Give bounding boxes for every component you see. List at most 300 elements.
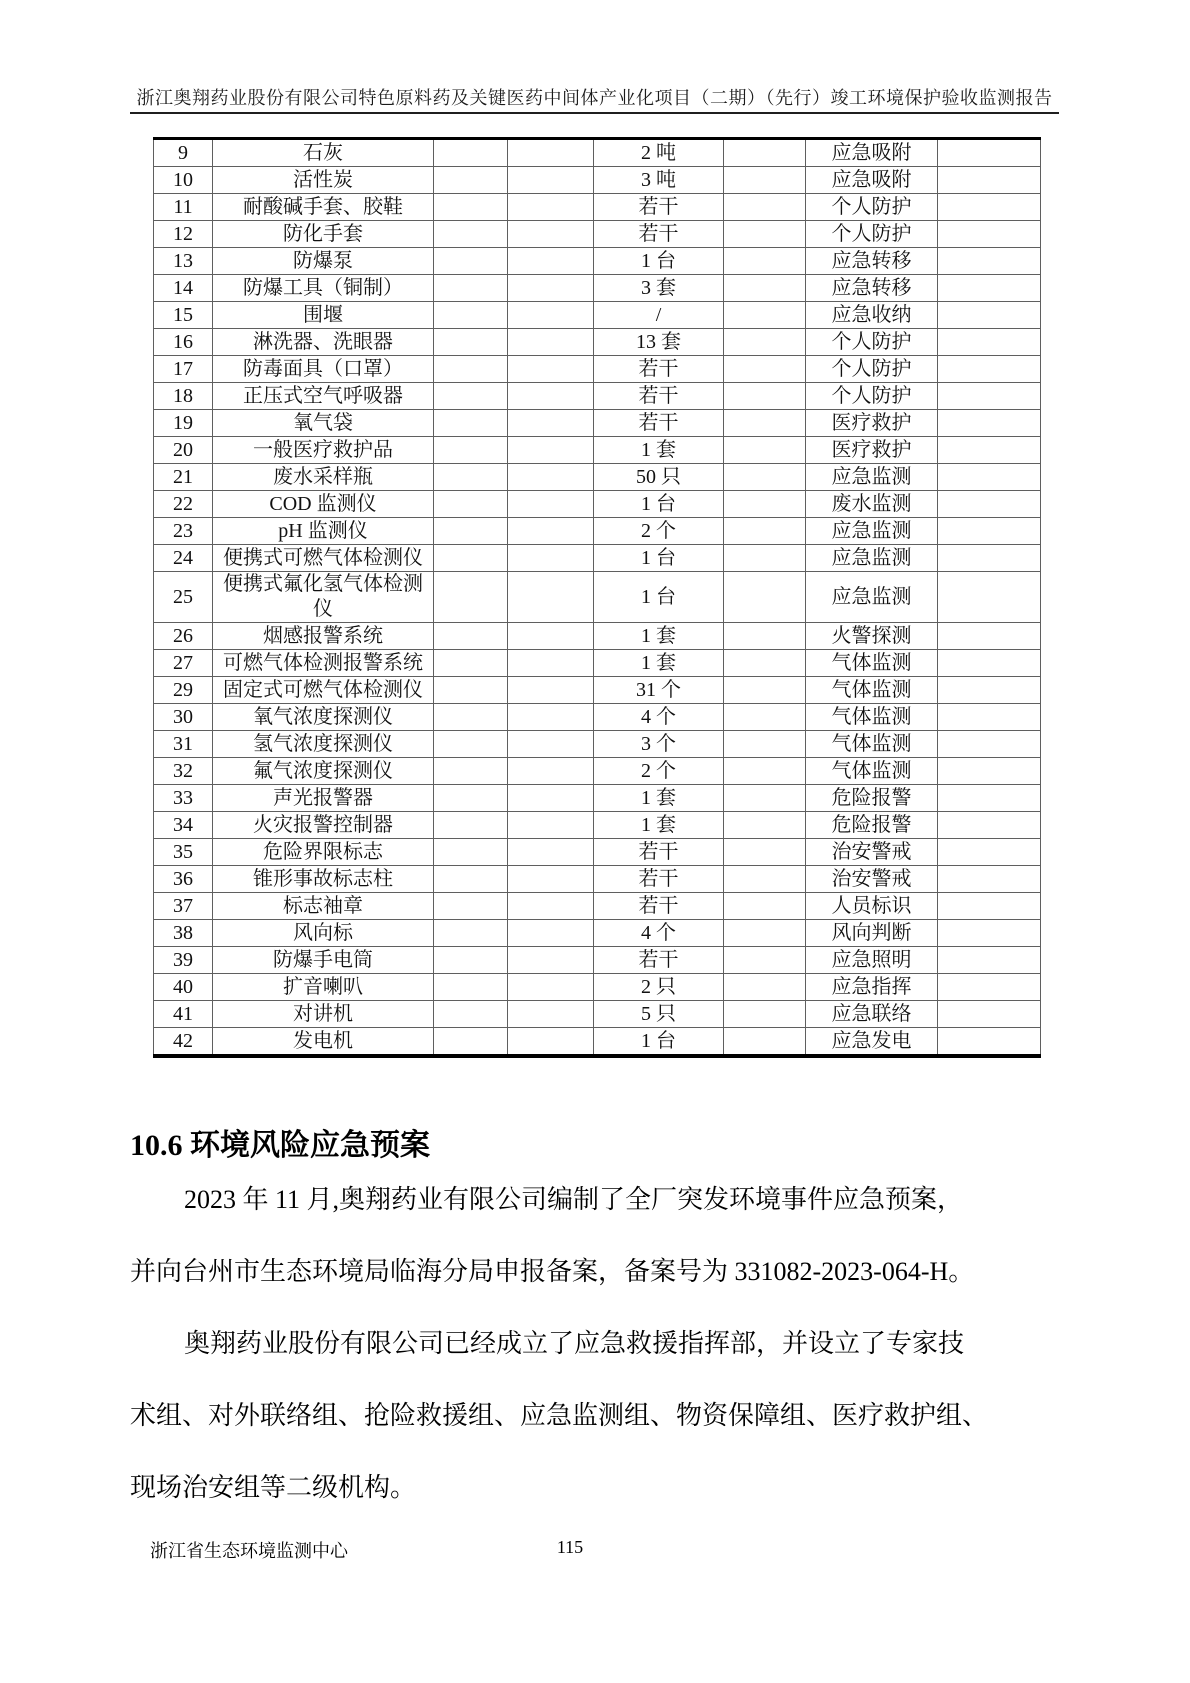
table-cell-purpose: 应急转移 bbox=[806, 248, 938, 275]
table-cell-qty: 1 套 bbox=[594, 812, 724, 839]
table-row bbox=[154, 974, 1041, 1001]
table-cell-c8 bbox=[938, 1028, 1041, 1057]
table-cell-c4 bbox=[508, 812, 594, 839]
table-cell-c8 bbox=[938, 920, 1041, 947]
table-row bbox=[154, 518, 1041, 545]
table-cell-qty: 3 套 bbox=[594, 275, 724, 302]
table-cell-purpose: 个人防护 bbox=[806, 221, 938, 248]
table-cell-c6 bbox=[724, 491, 806, 518]
table-cell-c4 bbox=[508, 974, 594, 1001]
table-row bbox=[154, 437, 1041, 464]
table-cell-c3 bbox=[434, 491, 508, 518]
table-cell-no: 26 bbox=[154, 623, 213, 650]
table-cell-qty: 2 吨 bbox=[594, 139, 724, 167]
table-cell-qty: 31 个 bbox=[594, 677, 724, 704]
table-cell-purpose: 风向判断 bbox=[806, 920, 938, 947]
table-cell-c4 bbox=[508, 302, 594, 329]
table-cell-name: 防爆泵 bbox=[213, 248, 434, 275]
table-cell-c4 bbox=[508, 410, 594, 437]
table-cell-c6 bbox=[724, 139, 806, 167]
table-row bbox=[154, 329, 1041, 356]
table-cell-c3 bbox=[434, 248, 508, 275]
table-cell-c4 bbox=[508, 518, 594, 545]
table-cell-no: 41 bbox=[154, 1001, 213, 1028]
table-cell-c3 bbox=[434, 866, 508, 893]
table-cell-qty: 3 个 bbox=[594, 731, 724, 758]
table-cell-c6 bbox=[724, 410, 806, 437]
equipment-table bbox=[153, 137, 1041, 1058]
table-cell-c3 bbox=[434, 518, 508, 545]
table-cell-c4 bbox=[508, 650, 594, 677]
paragraph-line: 术组、对外联络组、抢险救援组、应急监测组、物资保障组、医疗救护组、 bbox=[130, 1401, 989, 1430]
table-row bbox=[154, 812, 1041, 839]
table-cell-purpose: 气体监测 bbox=[806, 758, 938, 785]
table-cell-no: 23 bbox=[154, 518, 213, 545]
table-cell-qty: 50 只 bbox=[594, 464, 724, 491]
table-cell-name: 烟感报警系统 bbox=[213, 623, 434, 650]
table-cell-c4 bbox=[508, 785, 594, 812]
table-cell-qty: 13 套 bbox=[594, 329, 724, 356]
table-cell-c3 bbox=[434, 785, 508, 812]
table-row bbox=[154, 1001, 1041, 1028]
table-cell-purpose: 火警探测 bbox=[806, 623, 938, 650]
table-cell-c8 bbox=[938, 947, 1041, 974]
table-cell-purpose: 应急转移 bbox=[806, 275, 938, 302]
table-cell-c6 bbox=[724, 704, 806, 731]
table-row bbox=[154, 248, 1041, 275]
table-cell-c3 bbox=[434, 194, 508, 221]
table-cell-qty: 若干 bbox=[594, 356, 724, 383]
table-cell-qty: 若干 bbox=[594, 383, 724, 410]
table-cell-c3 bbox=[434, 356, 508, 383]
table-cell-c3 bbox=[434, 275, 508, 302]
table-cell-qty: 若干 bbox=[594, 221, 724, 248]
table-cell-c3 bbox=[434, 893, 508, 920]
table-cell-c8 bbox=[938, 139, 1041, 167]
table-cell-name: 声光报警器 bbox=[213, 785, 434, 812]
table-cell-purpose: 气体监测 bbox=[806, 731, 938, 758]
table-cell-name: pH 监测仪 bbox=[213, 518, 434, 545]
table-row bbox=[154, 464, 1041, 491]
footer-organization: 浙江省生态环境监测中心 bbox=[150, 1541, 348, 1561]
table-cell-c3 bbox=[434, 302, 508, 329]
table-cell-c3 bbox=[434, 650, 508, 677]
table-cell-c8 bbox=[938, 545, 1041, 572]
table-cell-c4 bbox=[508, 221, 594, 248]
table-cell-no: 27 bbox=[154, 650, 213, 677]
table-cell-c6 bbox=[724, 758, 806, 785]
table-cell-c6 bbox=[724, 545, 806, 572]
table-cell-c4 bbox=[508, 839, 594, 866]
table-cell-qty: 1 套 bbox=[594, 623, 724, 650]
table-cell-no: 25 bbox=[154, 572, 213, 623]
paragraph-line: 并向台州市生态环境局临海分局申报备案，备案号为 331082-2023-064-H。 bbox=[130, 1257, 975, 1286]
table-row bbox=[154, 221, 1041, 248]
table-cell-no: 38 bbox=[154, 920, 213, 947]
table-cell-c4 bbox=[508, 893, 594, 920]
table-cell-no: 40 bbox=[154, 974, 213, 1001]
table-cell-purpose: 医疗救护 bbox=[806, 437, 938, 464]
table-cell-c8 bbox=[938, 302, 1041, 329]
table-cell-no: 19 bbox=[154, 410, 213, 437]
table-cell-c6 bbox=[724, 167, 806, 194]
table-cell-c6 bbox=[724, 920, 806, 947]
table-cell-no: 20 bbox=[154, 437, 213, 464]
table-cell-c4 bbox=[508, 464, 594, 491]
table-cell-c6 bbox=[724, 464, 806, 491]
table-cell-c8 bbox=[938, 839, 1041, 866]
table-cell-purpose: 气体监测 bbox=[806, 650, 938, 677]
table-row bbox=[154, 1028, 1041, 1057]
table-cell-purpose: 应急监测 bbox=[806, 518, 938, 545]
table-cell-name: 发电机 bbox=[213, 1028, 434, 1057]
table-cell-c4 bbox=[508, 194, 594, 221]
table-cell-c6 bbox=[724, 194, 806, 221]
table-cell-c6 bbox=[724, 974, 806, 1001]
table-cell-c4 bbox=[508, 1001, 594, 1028]
table-cell-qty: 1 台 bbox=[594, 491, 724, 518]
table-cell-c4 bbox=[508, 731, 594, 758]
table-cell-qty: 1 台 bbox=[594, 545, 724, 572]
table-cell-no: 35 bbox=[154, 839, 213, 866]
table-cell-c6 bbox=[724, 329, 806, 356]
table-row bbox=[154, 893, 1041, 920]
table-cell-c4 bbox=[508, 677, 594, 704]
table-cell-purpose: 个人防护 bbox=[806, 194, 938, 221]
table-cell-c6 bbox=[724, 572, 806, 623]
table-cell-no: 36 bbox=[154, 866, 213, 893]
table-cell-purpose: 治安警戒 bbox=[806, 839, 938, 866]
table-cell-purpose: 危险报警 bbox=[806, 812, 938, 839]
table-cell-qty: 若干 bbox=[594, 194, 724, 221]
table-cell-c4 bbox=[508, 491, 594, 518]
table-cell-c3 bbox=[434, 410, 508, 437]
table-cell-name: 活性炭 bbox=[213, 167, 434, 194]
table-cell-c3 bbox=[434, 464, 508, 491]
table-cell-c8 bbox=[938, 221, 1041, 248]
table-cell-name: 氢气浓度探测仪 bbox=[213, 731, 434, 758]
table-cell-c6 bbox=[724, 839, 806, 866]
table-cell-c4 bbox=[508, 167, 594, 194]
header-rule bbox=[130, 112, 1059, 114]
table-cell-c4 bbox=[508, 383, 594, 410]
table-cell-c8 bbox=[938, 410, 1041, 437]
table-cell-c8 bbox=[938, 650, 1041, 677]
equipment-table-body bbox=[154, 139, 1041, 1057]
table-cell-no: 13 bbox=[154, 248, 213, 275]
table-cell-qty: 1 台 bbox=[594, 248, 724, 275]
table-cell-c3 bbox=[434, 167, 508, 194]
table-cell-c3 bbox=[434, 221, 508, 248]
table-cell-c3 bbox=[434, 623, 508, 650]
table-cell-purpose: 应急监测 bbox=[806, 572, 938, 623]
table-cell-qty: 1 套 bbox=[594, 437, 724, 464]
table-cell-qty: 若干 bbox=[594, 410, 724, 437]
table-cell-c3 bbox=[434, 704, 508, 731]
table-cell-qty: 1 套 bbox=[594, 650, 724, 677]
table-cell-purpose: 气体监测 bbox=[806, 704, 938, 731]
table-cell-purpose: 危险报警 bbox=[806, 785, 938, 812]
table-cell-purpose: 个人防护 bbox=[806, 356, 938, 383]
table-cell-c8 bbox=[938, 491, 1041, 518]
table-row bbox=[154, 167, 1041, 194]
table-cell-purpose: 应急照明 bbox=[806, 947, 938, 974]
table-cell-c3 bbox=[434, 437, 508, 464]
running-header-title: 浙江奥翔药业股份有限公司特色原料药及关键医药中间体产业化项目（二期）（先行）竣工环境保护验收监测报告 bbox=[136, 88, 1053, 108]
table-cell-purpose: 治安警戒 bbox=[806, 866, 938, 893]
table-cell-qty: 2 个 bbox=[594, 758, 724, 785]
paragraph-line: 2023 年 11 月,奥翔药业有限公司编制了全厂突发环境事件应急预案， bbox=[184, 1185, 964, 1214]
table-row bbox=[154, 194, 1041, 221]
table-cell-c3 bbox=[434, 731, 508, 758]
table-cell-c4 bbox=[508, 356, 594, 383]
table-cell-c4 bbox=[508, 275, 594, 302]
table-cell-name: 氧气袋 bbox=[213, 410, 434, 437]
table-row bbox=[154, 275, 1041, 302]
table-cell-qty: / bbox=[594, 302, 724, 329]
table-cell-name: 锥形事故标志柱 bbox=[213, 866, 434, 893]
table-cell-no: 33 bbox=[154, 785, 213, 812]
table-row bbox=[154, 356, 1041, 383]
table-cell-no: 12 bbox=[154, 221, 213, 248]
table-cell-no: 9 bbox=[154, 139, 213, 167]
table-cell-qty: 3 吨 bbox=[594, 167, 724, 194]
table-cell-name: 防爆手电筒 bbox=[213, 947, 434, 974]
table-cell-name: 防毒面具（口罩） bbox=[213, 356, 434, 383]
table-cell-purpose: 个人防护 bbox=[806, 329, 938, 356]
table-cell-c4 bbox=[508, 947, 594, 974]
table-cell-name: 正压式空气呼吸器 bbox=[213, 383, 434, 410]
table-cell-name: 火灾报警控制器 bbox=[213, 812, 434, 839]
table-cell-c8 bbox=[938, 194, 1041, 221]
paragraph-line: 现场治安组等二级机构。 bbox=[130, 1473, 417, 1502]
table-cell-c8 bbox=[938, 572, 1041, 623]
table-row bbox=[154, 545, 1041, 572]
table-cell-purpose: 应急监测 bbox=[806, 464, 938, 491]
table-row bbox=[154, 572, 1041, 623]
table-cell-c6 bbox=[724, 947, 806, 974]
table-cell-qty: 5 只 bbox=[594, 1001, 724, 1028]
table-cell-c6 bbox=[724, 731, 806, 758]
table-row bbox=[154, 139, 1041, 167]
table-cell-purpose: 应急吸附 bbox=[806, 167, 938, 194]
table-cell-c3 bbox=[434, 1001, 508, 1028]
table-cell-c6 bbox=[724, 812, 806, 839]
table-cell-c6 bbox=[724, 248, 806, 275]
table-cell-c6 bbox=[724, 356, 806, 383]
table-row bbox=[154, 731, 1041, 758]
table-cell-no: 10 bbox=[154, 167, 213, 194]
table-cell-name: 氟气浓度探测仪 bbox=[213, 758, 434, 785]
table-cell-c6 bbox=[724, 221, 806, 248]
table-cell-no: 21 bbox=[154, 464, 213, 491]
table-cell-name: COD 监测仪 bbox=[213, 491, 434, 518]
table-row bbox=[154, 947, 1041, 974]
table-cell-c6 bbox=[724, 383, 806, 410]
table-cell-c4 bbox=[508, 329, 594, 356]
table-cell-name: 扩音喇叭 bbox=[213, 974, 434, 1001]
table-cell-c4 bbox=[508, 545, 594, 572]
table-cell-c6 bbox=[724, 785, 806, 812]
table-cell-no: 15 bbox=[154, 302, 213, 329]
table-cell-no: 11 bbox=[154, 194, 213, 221]
table-cell-c8 bbox=[938, 893, 1041, 920]
section-heading: 10.6 环境风险应急预案 bbox=[130, 1129, 430, 1162]
table-cell-qty: 4 个 bbox=[594, 704, 724, 731]
table-cell-purpose: 人员标识 bbox=[806, 893, 938, 920]
table-cell-name: 围堰 bbox=[213, 302, 434, 329]
table-cell-qty: 2 只 bbox=[594, 974, 724, 1001]
table-row bbox=[154, 650, 1041, 677]
table-cell-purpose: 应急发电 bbox=[806, 1028, 938, 1057]
table-cell-c8 bbox=[938, 1001, 1041, 1028]
table-cell-name: 固定式可燃气体检测仪 bbox=[213, 677, 434, 704]
table-cell-c3 bbox=[434, 974, 508, 1001]
table-cell-c8 bbox=[938, 329, 1041, 356]
table-cell-c6 bbox=[724, 518, 806, 545]
table-cell-no: 16 bbox=[154, 329, 213, 356]
table-cell-no: 17 bbox=[154, 356, 213, 383]
table-cell-purpose: 医疗救护 bbox=[806, 410, 938, 437]
table-cell-c6 bbox=[724, 1001, 806, 1028]
table-cell-qty: 若干 bbox=[594, 839, 724, 866]
table-cell-c6 bbox=[724, 623, 806, 650]
table-cell-c8 bbox=[938, 758, 1041, 785]
table-cell-name: 一般医疗救护品 bbox=[213, 437, 434, 464]
table-cell-name: 便携式可燃气体检测仪 bbox=[213, 545, 434, 572]
table-cell-c8 bbox=[938, 785, 1041, 812]
table-cell-c4 bbox=[508, 704, 594, 731]
table-cell-c4 bbox=[508, 248, 594, 275]
table-cell-name: 风向标 bbox=[213, 920, 434, 947]
table-cell-qty: 4 个 bbox=[594, 920, 724, 947]
table-cell-purpose: 个人防护 bbox=[806, 383, 938, 410]
table-cell-c4 bbox=[508, 139, 594, 167]
table-cell-no: 29 bbox=[154, 677, 213, 704]
table-cell-c8 bbox=[938, 677, 1041, 704]
table-cell-name: 便携式氟化氢气体检测仪 bbox=[213, 572, 434, 623]
table-row bbox=[154, 704, 1041, 731]
table-cell-name: 标志袖章 bbox=[213, 893, 434, 920]
table-cell-c8 bbox=[938, 518, 1041, 545]
paragraph-line: 奥翔药业股份有限公司已经成立了应急救援指挥部，并设立了专家技 bbox=[184, 1329, 965, 1358]
table-cell-c3 bbox=[434, 545, 508, 572]
table-row bbox=[154, 410, 1041, 437]
table-cell-c8 bbox=[938, 248, 1041, 275]
table-cell-qty: 1 台 bbox=[594, 572, 724, 623]
table-cell-no: 30 bbox=[154, 704, 213, 731]
table-row bbox=[154, 491, 1041, 518]
table-row bbox=[154, 866, 1041, 893]
table-cell-c8 bbox=[938, 167, 1041, 194]
table-cell-no: 37 bbox=[154, 893, 213, 920]
table-row bbox=[154, 758, 1041, 785]
table-cell-c8 bbox=[938, 812, 1041, 839]
table-cell-no: 39 bbox=[154, 947, 213, 974]
table-cell-c8 bbox=[938, 704, 1041, 731]
table-cell-name: 石灰 bbox=[213, 139, 434, 167]
table-cell-c6 bbox=[724, 275, 806, 302]
table-cell-c6 bbox=[724, 893, 806, 920]
table-cell-c8 bbox=[938, 866, 1041, 893]
table-cell-purpose: 废水监测 bbox=[806, 491, 938, 518]
table-cell-c3 bbox=[434, 677, 508, 704]
table-cell-name: 防爆工具（铜制） bbox=[213, 275, 434, 302]
table-cell-purpose: 应急收纳 bbox=[806, 302, 938, 329]
table-cell-c8 bbox=[938, 383, 1041, 410]
table-cell-c3 bbox=[434, 947, 508, 974]
table-cell-c8 bbox=[938, 356, 1041, 383]
table-cell-c6 bbox=[724, 650, 806, 677]
table-cell-c6 bbox=[724, 1028, 806, 1057]
table-cell-c6 bbox=[724, 437, 806, 464]
table-cell-c6 bbox=[724, 302, 806, 329]
table-cell-no: 14 bbox=[154, 275, 213, 302]
table-cell-c4 bbox=[508, 437, 594, 464]
table-cell-c3 bbox=[434, 1028, 508, 1057]
table-cell-name: 可燃气体检测报警系统 bbox=[213, 650, 434, 677]
table-cell-no: 42 bbox=[154, 1028, 213, 1057]
table-cell-qty: 若干 bbox=[594, 866, 724, 893]
table-cell-c4 bbox=[508, 623, 594, 650]
table-cell-name: 防化手套 bbox=[213, 221, 434, 248]
table-row bbox=[154, 920, 1041, 947]
table-cell-no: 32 bbox=[154, 758, 213, 785]
table-cell-purpose: 气体监测 bbox=[806, 677, 938, 704]
table-cell-c4 bbox=[508, 866, 594, 893]
table-cell-c3 bbox=[434, 812, 508, 839]
table-row bbox=[154, 302, 1041, 329]
footer-page-number: 115 bbox=[556, 1537, 584, 1557]
table-cell-c8 bbox=[938, 437, 1041, 464]
body-paragraphs bbox=[130, 1164, 1070, 1524]
table-cell-qty: 2 个 bbox=[594, 518, 724, 545]
table-cell-c8 bbox=[938, 623, 1041, 650]
table-row bbox=[154, 383, 1041, 410]
table-cell-name: 对讲机 bbox=[213, 1001, 434, 1028]
table-cell-no: 31 bbox=[154, 731, 213, 758]
table-cell-c8 bbox=[938, 731, 1041, 758]
table-cell-c4 bbox=[508, 758, 594, 785]
table-row bbox=[154, 785, 1041, 812]
table-cell-c3 bbox=[434, 383, 508, 410]
table-cell-c8 bbox=[938, 974, 1041, 1001]
table-cell-purpose: 应急吸附 bbox=[806, 139, 938, 167]
table-cell-purpose: 应急联络 bbox=[806, 1001, 938, 1028]
table-cell-c3 bbox=[434, 329, 508, 356]
table-cell-name: 危险界限标志 bbox=[213, 839, 434, 866]
table-cell-qty: 1 套 bbox=[594, 785, 724, 812]
table-cell-no: 24 bbox=[154, 545, 213, 572]
table-cell-c3 bbox=[434, 920, 508, 947]
table-cell-c3 bbox=[434, 758, 508, 785]
table-cell-name: 耐酸碱手套、胶鞋 bbox=[213, 194, 434, 221]
table-cell-c3 bbox=[434, 572, 508, 623]
table-cell-c4 bbox=[508, 572, 594, 623]
table-cell-qty: 若干 bbox=[594, 893, 724, 920]
table-cell-c6 bbox=[724, 677, 806, 704]
table-cell-qty: 1 台 bbox=[594, 1028, 724, 1057]
table-cell-purpose: 应急监测 bbox=[806, 545, 938, 572]
table-cell-name: 氧气浓度探测仪 bbox=[213, 704, 434, 731]
table-row bbox=[154, 839, 1041, 866]
table-cell-c8 bbox=[938, 464, 1041, 491]
table-cell-c4 bbox=[508, 920, 594, 947]
table-cell-name: 淋洗器、洗眼器 bbox=[213, 329, 434, 356]
table-cell-purpose: 应急指挥 bbox=[806, 974, 938, 1001]
table-cell-c3 bbox=[434, 139, 508, 167]
table-cell-c3 bbox=[434, 839, 508, 866]
